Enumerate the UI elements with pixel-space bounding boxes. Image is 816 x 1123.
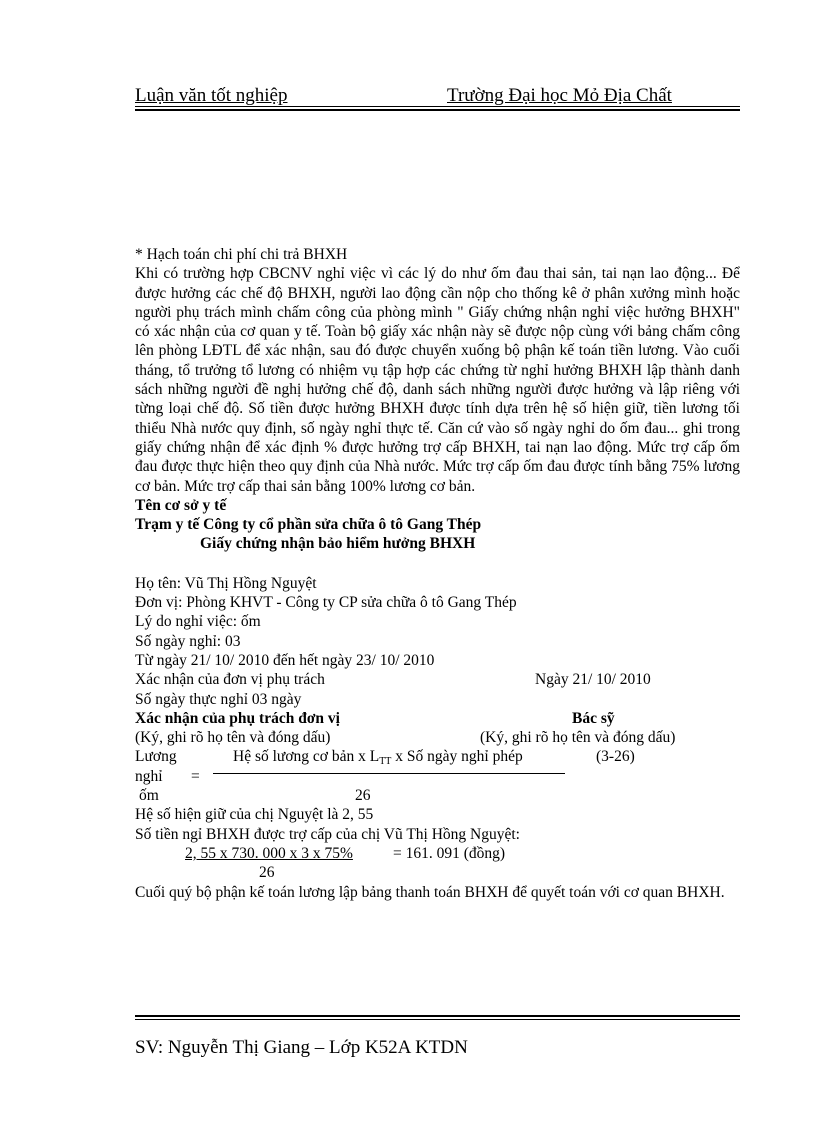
formula-label-3: ốm — [139, 787, 159, 805]
sign-right-note: (Ký, ghi rõ họ tên và đóng dấu) — [480, 729, 676, 747]
cert-actual-days: Số ngày thực nghỉ 03 ngày — [135, 690, 302, 708]
calc-coefficient: Hệ số hiện giữ của chị Nguyệt là 2, 55 — [135, 806, 374, 824]
signature-titles-row — [135, 709, 740, 728]
calc-denominator: 26 — [259, 864, 275, 882]
header-thesis-title: Luận văn tốt nghiệp — [135, 85, 288, 106]
formula-label-2: nghỉ — [135, 767, 163, 785]
cert-date: Ngày 21/ 10/ 2010 — [535, 671, 651, 689]
facility-label: Tên cơ sở y tế — [135, 496, 227, 514]
facility-name: Trạm y tế Công ty cổ phần sửa chữa ô tô Gang Thép — [135, 516, 482, 534]
formula-subscript: TT — [379, 756, 392, 768]
formula-label-1: Lương — [135, 748, 177, 766]
header-rule-thin — [135, 106, 740, 107]
closing-paragraph: Cuối quý bộ phận kế toán lương lập bảng thanh toán BHXH để quyết toán với cơ quan BHXH. — [135, 883, 725, 901]
formula-equals: = — [191, 767, 200, 785]
header-rule-thick — [135, 109, 740, 111]
footer-rule-thick — [135, 1015, 740, 1017]
confirm-row — [135, 670, 740, 689]
cert-unit: Đơn vị: Phòng KHVT - Công ty CP sửa chữa ô tô Gang Thép — [135, 594, 517, 612]
sign-left-note: (Ký, ghi rõ họ tên và đóng dấu) — [135, 729, 331, 747]
page-footer: SV: Nguyễn Thị Giang – Lớp K52A KTDN — [135, 1037, 468, 1058]
cert-name: Họ tên: Vũ Thị Hồng Nguyệt — [135, 574, 317, 592]
footer-rule-thin — [135, 1019, 740, 1020]
formula-numerator: Hệ số lương cơ bản x $L_{TT}$ x Số ngày nghỉ phép — [233, 748, 523, 768]
formula-ref: (3-26) — [596, 748, 635, 766]
calc-result: = 161. 091 (đồng) — [393, 844, 506, 862]
page-content — [135, 245, 740, 902]
formula-row-2 — [135, 767, 740, 786]
sign-left-title: Xác nhận của phụ trách đơn vị — [135, 709, 340, 727]
intro-paragraph: Khi có trường hợp CBCNV nghỉ việc vì các lý do như ốm đau thai sản, tai nạn lao động... Để được hưởng các chế độ BHXH, người lao động cần nộp cho thống kê ở phân xưởng mình hoặc người phụ trách mình chấm công của phòng mình " Giấy chứng nhận nghỉ việc hưởng BHXH" có xác nhận của cơ quan y tế. Toàn bộ giấy xác nhận này sẽ được nộp cùng với bảng chấm công lên phòng LĐTL để xác nhận, sau đó được chuyển xuống bộ phận kế toán tiền lương. Vào cuối tháng, tổ trưởng tổ lương có nhiệm vụ tập hợp các chứng từ nghỉ hưởng BHXH lập thành danh sách những người đề nghị hưởng chế độ, danh sách những người được hưởng và lập riêng với từng loại chế độ. Số tiền được hưởng BHXH được tính dựa trên hệ số hiện giữ, tiền lương tối thiểu Nhà nước quy định, số ngày nghỉ thực tế. Căn cứ vào số ngày nghỉ do ốm đau... ghi trong giấy chứng nhận để xác định % được hưởng trợ cấp BHXH, tai nạn lao động. Mức trợ cấp ốm đau được thực hiện theo quy định của Nhà nước. Mức trợ cấp ốm đau được tính bằng 75% lương cơ bản. Mức trợ cấp thai sản bằng 100% lương cơ bản. — [135, 265, 740, 495]
cert-days: Số ngày nghỉ: 03 — [135, 632, 241, 650]
cert-reason: Lý do nghỉ việc: ốm — [135, 613, 261, 631]
calc-row-1 — [135, 844, 740, 863]
formula-row-3 — [135, 786, 740, 805]
calc-intro: Số tiền ngỉ BHXH được trợ cấp của chị Vũ Thị Hồng Nguyệt: — [135, 825, 520, 843]
formula-fraction-bar — [213, 773, 565, 774]
calc-numerator: 2, 55 x 730. 000 x 3 x 75% — [185, 844, 353, 862]
sign-right-title: Bác sỹ — [572, 709, 615, 727]
confirm-unit-text: Xác nhận của đơn vị phụ trách — [135, 671, 325, 689]
section-heading: * Hạch toán chi phí chi trả BHXH — [135, 246, 348, 263]
calc-row-2 — [135, 863, 740, 882]
formula-denominator: 26 — [355, 787, 371, 805]
certificate-title: Giấy chứng nhận bảo hiểm hưởng BHXH — [200, 535, 476, 553]
signature-notes-row — [135, 728, 740, 747]
header-university: Trường Đại học Mỏ Địa Chất — [447, 85, 672, 106]
formula-row-1 — [135, 747, 740, 766]
cert-period: Từ ngày 21/ 10/ 2010 đến hết ngày 23/ 10/ 2010 — [135, 651, 435, 669]
